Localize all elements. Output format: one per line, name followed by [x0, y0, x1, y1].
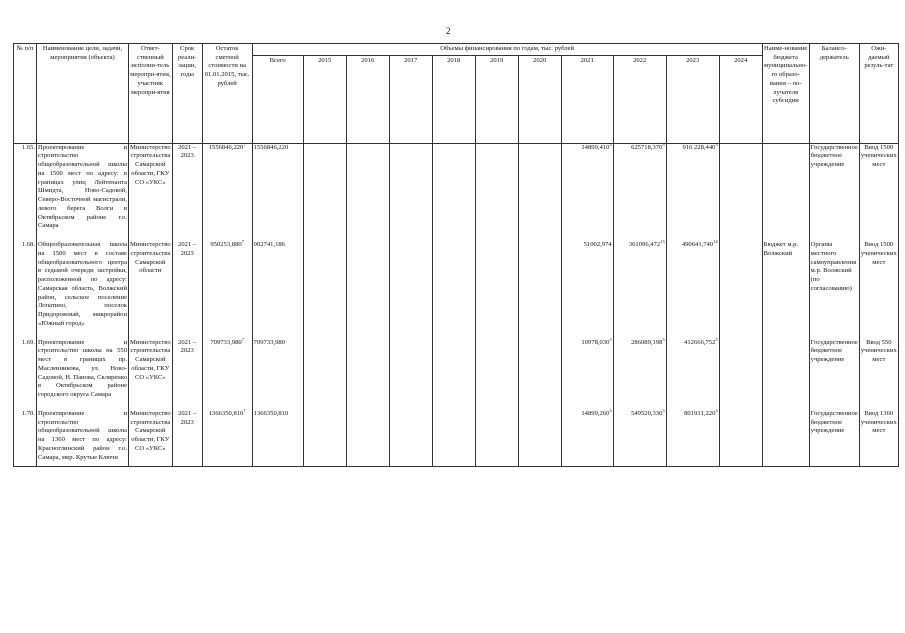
row-2022: 625718,370$^3$ — [613, 143, 666, 231]
row-spacer — [14, 329, 899, 339]
row-2019 — [475, 143, 518, 231]
row-budget — [762, 339, 809, 400]
row-total: 1366350,810 — [252, 410, 303, 463]
row-2024 — [719, 143, 762, 231]
row-spacer — [14, 462, 899, 467]
header-year-2017: 2017 — [389, 55, 432, 143]
row-num: 1.69. — [14, 339, 37, 400]
header-year-2015: 2015 — [303, 55, 346, 143]
row-budget — [762, 143, 809, 231]
row-2023: 801931,220$^3$ — [666, 410, 719, 463]
row-spacer — [14, 231, 899, 241]
row-name: Общеобразовательная школа на 1500 мест в составе общеобразовательного центра в седьмой очереди застройки, расположенной по адресу: Самарская область, Волжский район, сельское поселение Лопатино, поселок Придорожный, микрорайон «Южный город» — [38, 241, 127, 327]
row-2015 — [303, 143, 346, 231]
row-2020 — [518, 339, 561, 400]
row-holder: Органы местного самоуправления м.р. Волжский (по согласованию) — [809, 241, 859, 329]
header-row-1 — [14, 44, 899, 56]
row-2018 — [432, 410, 475, 463]
header-year-2018: 2018 — [432, 55, 475, 143]
row-responsible: Министерство строительства Самарской области — [129, 241, 173, 329]
row-result: Ввод 1360 ученических мест — [859, 410, 898, 463]
row-2015 — [303, 410, 346, 463]
row-2022: 286089,198$^3$ — [613, 339, 666, 400]
row-2015 — [303, 339, 346, 400]
row-term: 2021 – 2023 — [172, 241, 202, 329]
row-2019 — [475, 410, 518, 463]
row-name: Проектирование и строительство общеобразовательной школы на 1360 мест по адресу: Красноглинский район г.о. Самара, мкр. Крутые Ключи — [38, 409, 127, 461]
header-total: Всего — [252, 55, 303, 143]
header-year-2022: 2022 — [613, 55, 666, 143]
row-2021: 51002,974 — [561, 241, 613, 329]
row-2021: 14899,260$^3$ — [561, 410, 613, 463]
header-balance: Остаток сметной стоимости на 01.01.2015, тыс. рублей — [202, 44, 252, 144]
row-balance: 1556846,220$^7$ — [202, 143, 252, 231]
row-holder: Государственное бюджетное учреждение — [809, 410, 859, 463]
row-balance: 1366350,810$^7$ — [202, 410, 252, 463]
header-num: № п/п — [14, 44, 37, 144]
row-2020 — [518, 410, 561, 463]
header-holder: Балансо-держатель — [809, 44, 859, 144]
row-2017 — [389, 241, 432, 329]
row-balance: 709733,980$^7$ — [202, 339, 252, 400]
row-total: 1556846,220 — [252, 143, 303, 231]
row-responsible: Министерство строительства Самарской области, ГКУ СО «УКС» — [129, 143, 173, 231]
header-funding-group: Объемы финансирования по годам, тыс. рублей — [252, 44, 762, 56]
row-responsible: Министерство строительства Самарской области, ГКУ СО «УКС» — [129, 410, 173, 463]
row-2024 — [719, 410, 762, 463]
row-budget — [762, 410, 809, 463]
row-holder: Государственное бюджетное учреждение — [809, 143, 859, 231]
row-2018 — [432, 339, 475, 400]
row-budget: Бюджет м.р. Волжский — [762, 241, 809, 329]
header-responsible: Ответ-ственный исполни-тель меропри-ятия, участник меропри-ятия — [129, 44, 173, 144]
page-number: 2 — [446, 26, 451, 36]
row-num: 1.70. — [14, 410, 37, 463]
row-2016 — [346, 339, 389, 400]
row-2018 — [432, 241, 475, 329]
row-2024 — [719, 339, 762, 400]
row-num: 1.65. — [14, 143, 37, 231]
row-2019 — [475, 241, 518, 329]
row-term: 2021 – 2023 — [172, 410, 202, 463]
row-holder: Государственное бюджетное учреждение — [809, 339, 859, 400]
funding-table — [13, 43, 899, 467]
row-2019 — [475, 339, 518, 400]
row-balance: 950253,880$^7$ — [202, 241, 252, 329]
header-term: Срок реали-зации, годы — [172, 44, 202, 144]
row-result: Ввод 1500 ученических мест — [859, 143, 898, 231]
row-2017 — [389, 410, 432, 463]
header-result: Ожи-даемый резуль-тат — [859, 44, 898, 144]
header-year-2024: 2024 — [719, 55, 762, 143]
table-row — [14, 410, 899, 463]
table-row — [14, 241, 899, 329]
row-term: 2021 – 2023 — [172, 143, 202, 231]
row-2023: 490641,740$^{14}$ — [666, 241, 719, 329]
row-2023: 916 228,440$^3$ — [666, 143, 719, 231]
header-name: Наименование цели, задачи, мероприятия (объекта) — [37, 44, 129, 144]
header-year-2023: 2023 — [666, 55, 719, 143]
row-term: 2021 – 2023 — [172, 339, 202, 400]
row-total: 902741,186 — [252, 241, 303, 329]
row-2016 — [346, 143, 389, 231]
row-2021: 10978,030$^3$ — [561, 339, 613, 400]
row-2022: 361096,472$^{13}$ — [613, 241, 666, 329]
row-2015 — [303, 241, 346, 329]
header-year-2021: 2021 — [561, 55, 613, 143]
header-year-2016: 2016 — [346, 55, 389, 143]
row-2016 — [346, 410, 389, 463]
row-spacer — [14, 400, 899, 410]
row-responsible: Министерство строительства Самарской области, ГКУ СО «УКС» — [129, 339, 173, 400]
header-year-2020: 2020 — [518, 55, 561, 143]
header-budget: Наиме-нование бюджета муниципально-го образо-вания – по-лучателя субсидии — [762, 44, 809, 144]
row-2018 — [432, 143, 475, 231]
row-2017 — [389, 339, 432, 400]
table-row — [14, 339, 899, 400]
row-2020 — [518, 241, 561, 329]
row-result: Ввод 550 ученических мест — [859, 339, 898, 400]
row-2022: 549520,330$^3$ — [613, 410, 666, 463]
row-2024 — [719, 241, 762, 329]
header-year-2019: 2019 — [475, 55, 518, 143]
row-result: Ввод 1500 ученических мест — [859, 241, 898, 329]
row-total: 709733,980 — [252, 339, 303, 400]
row-2023: 412666,752$^3$ — [666, 339, 719, 400]
row-2020 — [518, 143, 561, 231]
row-2017 — [389, 143, 432, 231]
row-name: Проектирование и строительство общеобразовательной школы на 1500 мест по адресу: в границах улиц Лейтенанта Шмидта, Ново-Садовой, Северо-Восточной магистрали, левого берега Волги в Октябрьском районе г.о. Самара — [38, 143, 127, 230]
row-2021: 14899,410$^3$ — [561, 143, 613, 231]
row-name: Проектирование и строительство школы на 550 мест в границах пр. Масленникова, ул. Ново-Садовой, Н. Панова, Скляренко в Октябрьском районе городского округа Самара — [38, 338, 127, 399]
table-row — [14, 143, 899, 231]
row-2016 — [346, 241, 389, 329]
row-num: 1.68. — [14, 241, 37, 329]
